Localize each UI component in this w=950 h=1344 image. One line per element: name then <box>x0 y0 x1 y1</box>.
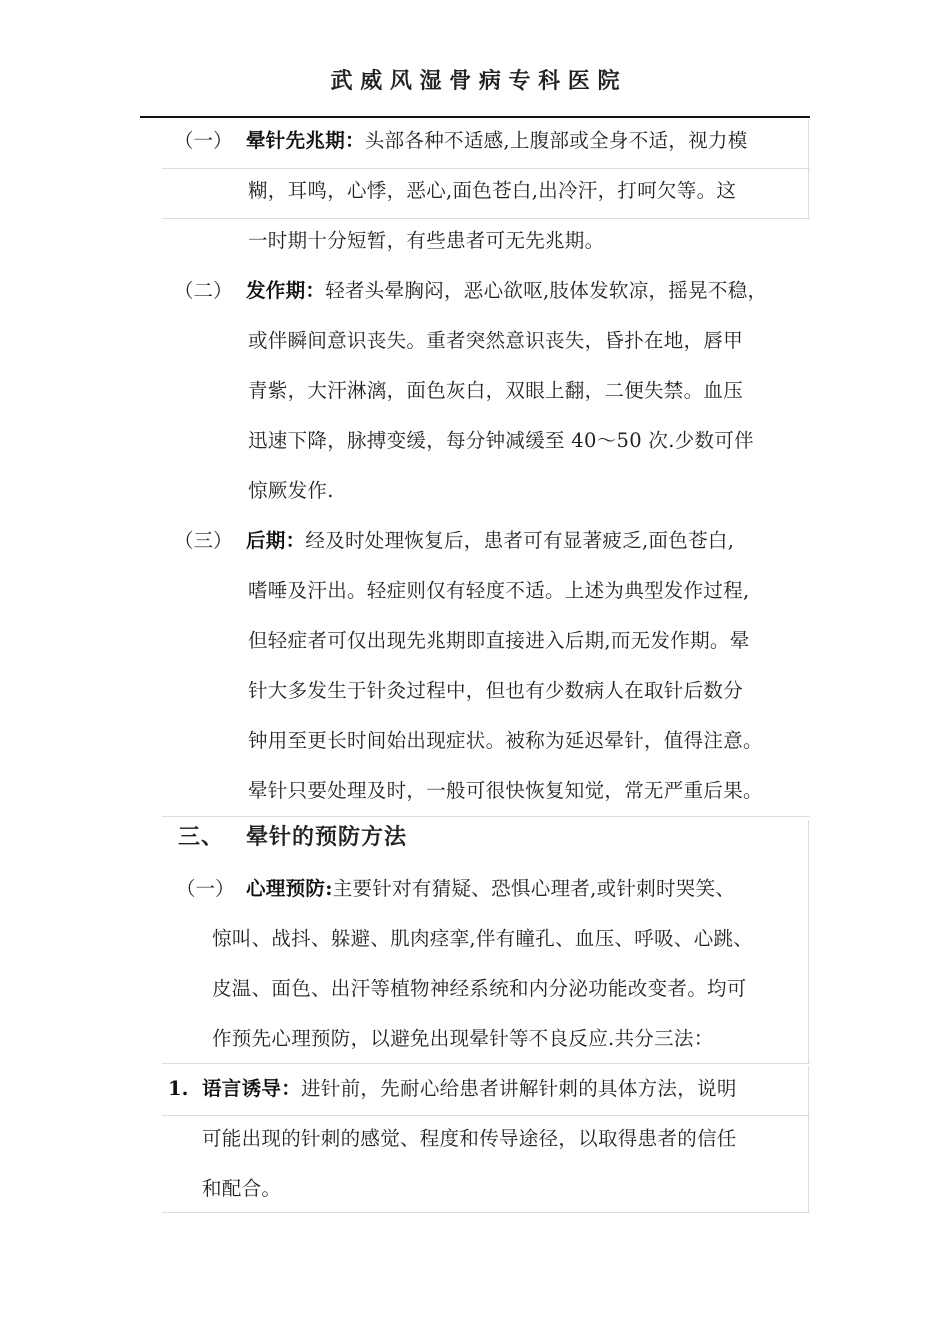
page-header-title: 武 威 风 湿 骨 病 专 科 医 院 <box>330 68 620 94</box>
prevention-1-line-1 <box>246 874 735 904</box>
prevention-1-marker: （一） <box>176 877 235 900</box>
prevention-1-line-3: 皮温、面色、出汗等植物神经系统和内分泌功能改变者。均可 <box>212 977 747 1000</box>
table-rule <box>162 1212 810 1213</box>
phase-3-line-5: 钟用至更长时间始出现症状。被称为延迟晕针，值得注意。 <box>248 729 763 752</box>
prevention-1-line-2: 惊叫、战抖、躲避、肌肉痉挛,伴有瞳孔、血压、呼吸、心跳、 <box>212 927 754 950</box>
method-1-line-1 <box>202 1074 737 1104</box>
section-3-title: 晕针的预防方法 <box>246 824 408 850</box>
table-rule <box>808 1066 809 1212</box>
phase-2-text: 轻者头晕胸闷，恶心欲呕,肢体发软凉，摇晃不稳， <box>325 279 768 302</box>
phase-1-text: 头部各种不适感,上腹部或全身不适，视力模 <box>364 129 748 152</box>
phase-1-marker: （一） <box>174 129 233 152</box>
method-1-marker: 1. <box>168 1077 189 1100</box>
table-rule <box>162 218 810 219</box>
phase-2-line-3: 青紫，大汗淋漓，面色灰白，双眼上翻，二便失禁。血压 <box>248 379 744 402</box>
phase-2-line-1 <box>246 276 767 306</box>
phase-3-term: 后期： <box>246 529 306 552</box>
prevention-1-term: 心理预防: <box>246 877 333 900</box>
phase-3-marker: （三） <box>174 529 233 552</box>
prevention-1-text: 主要针对有猜疑、恐惧心理者,或针刺时哭笑、 <box>332 877 736 900</box>
phase-2-term: 发作期： <box>246 279 326 302</box>
phase-2-line-2: 或伴瞬间意识丧失。重者突然意识丧失，昏扑在地，唇甲 <box>248 329 744 352</box>
method-1-text: 进针前，先耐心给患者讲解针刺的具体方法，说明 <box>301 1077 737 1100</box>
table-rule <box>808 120 809 218</box>
phase-1-term: 晕针先兆期： <box>246 129 365 152</box>
method-1-term: 语言诱导： <box>202 1077 302 1100</box>
method-1-line-3: 和配合。 <box>202 1177 282 1200</box>
table-rule <box>162 1063 810 1064</box>
section-3-number: 三、 <box>178 824 225 850</box>
table-rule <box>162 1115 810 1116</box>
phase-1-line-3: 一时期十分短暂，有些患者可无先兆期。 <box>248 229 605 252</box>
phase-1-line-2: 糊，耳鸣，心悸，恶心,面色苍白,出冷汗，打呵欠等。这 <box>248 179 737 202</box>
header-rule <box>140 116 810 118</box>
phase-2-marker: （二） <box>174 279 233 302</box>
table-rule <box>162 168 810 169</box>
phase-3-line-4: 针大多发生于针灸过程中，但也有少数病人在取针后数分 <box>248 679 744 702</box>
phase-3-line-6: 晕针只要处理及时，一般可很快恢复知觉，常无严重后果。 <box>248 779 763 802</box>
method-1-line-2: 可能出现的针刺的感觉、程度和传导途径，以取得患者的信任 <box>202 1127 737 1150</box>
phase-2-line-4: 迅速下降，脉搏变缓，每分钟减缓至 40～50 次.少数可伴 <box>248 429 754 452</box>
phase-3-line-3: 但轻症者可仅出现先兆期即直接进入后期,而无发作期。晕 <box>248 629 750 652</box>
phase-3-line-2: 嗜唾及汗出。轻症则仅有轻度不适。上述为典型发作过程, <box>248 579 750 602</box>
phase-3-text: 经及时处理恢复后，患者可有显著疲乏,面色苍白, <box>305 529 735 552</box>
phase-2-line-5: 惊厥发作. <box>248 479 334 502</box>
prevention-1-line-4: 作预先心理预防，以避免出现晕针等不良反应.共分三法： <box>212 1027 714 1050</box>
table-rule <box>162 816 810 817</box>
phase-1-line-1 <box>246 126 748 156</box>
table-rule <box>808 820 809 1064</box>
phase-3-line-1 <box>246 526 734 556</box>
